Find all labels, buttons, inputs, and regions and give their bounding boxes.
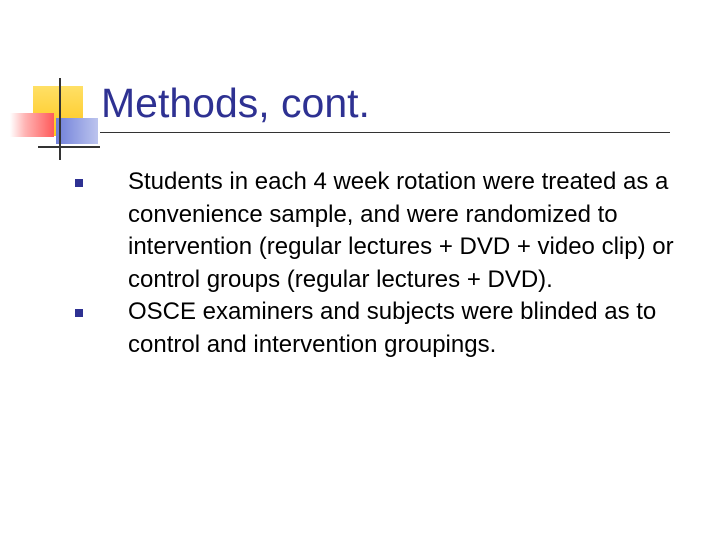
logo-blue-bar	[56, 118, 98, 144]
bullet-text: Students in each 4 week rotation were treated as a convenience sample, and were randomized to intervention (regular lectures + DVD + video clip) or control groups (regular lectures + DVD).	[128, 168, 674, 293]
logo-red-bar	[10, 113, 54, 137]
bullet-text: OSCE examiners and subjects were blinded as to control and intervention groupings.	[128, 298, 657, 358]
square-bullet-icon	[75, 179, 83, 187]
square-bullet-icon	[75, 309, 83, 317]
slide-title: Methods, cont.	[101, 80, 370, 126]
bullet-item	[72, 296, 702, 361]
title-divider	[100, 132, 670, 133]
bullet-item	[72, 166, 702, 296]
bullet-list	[72, 166, 702, 361]
decorative-logo-icon	[0, 0, 110, 170]
logo-horizontal-line	[38, 146, 100, 148]
